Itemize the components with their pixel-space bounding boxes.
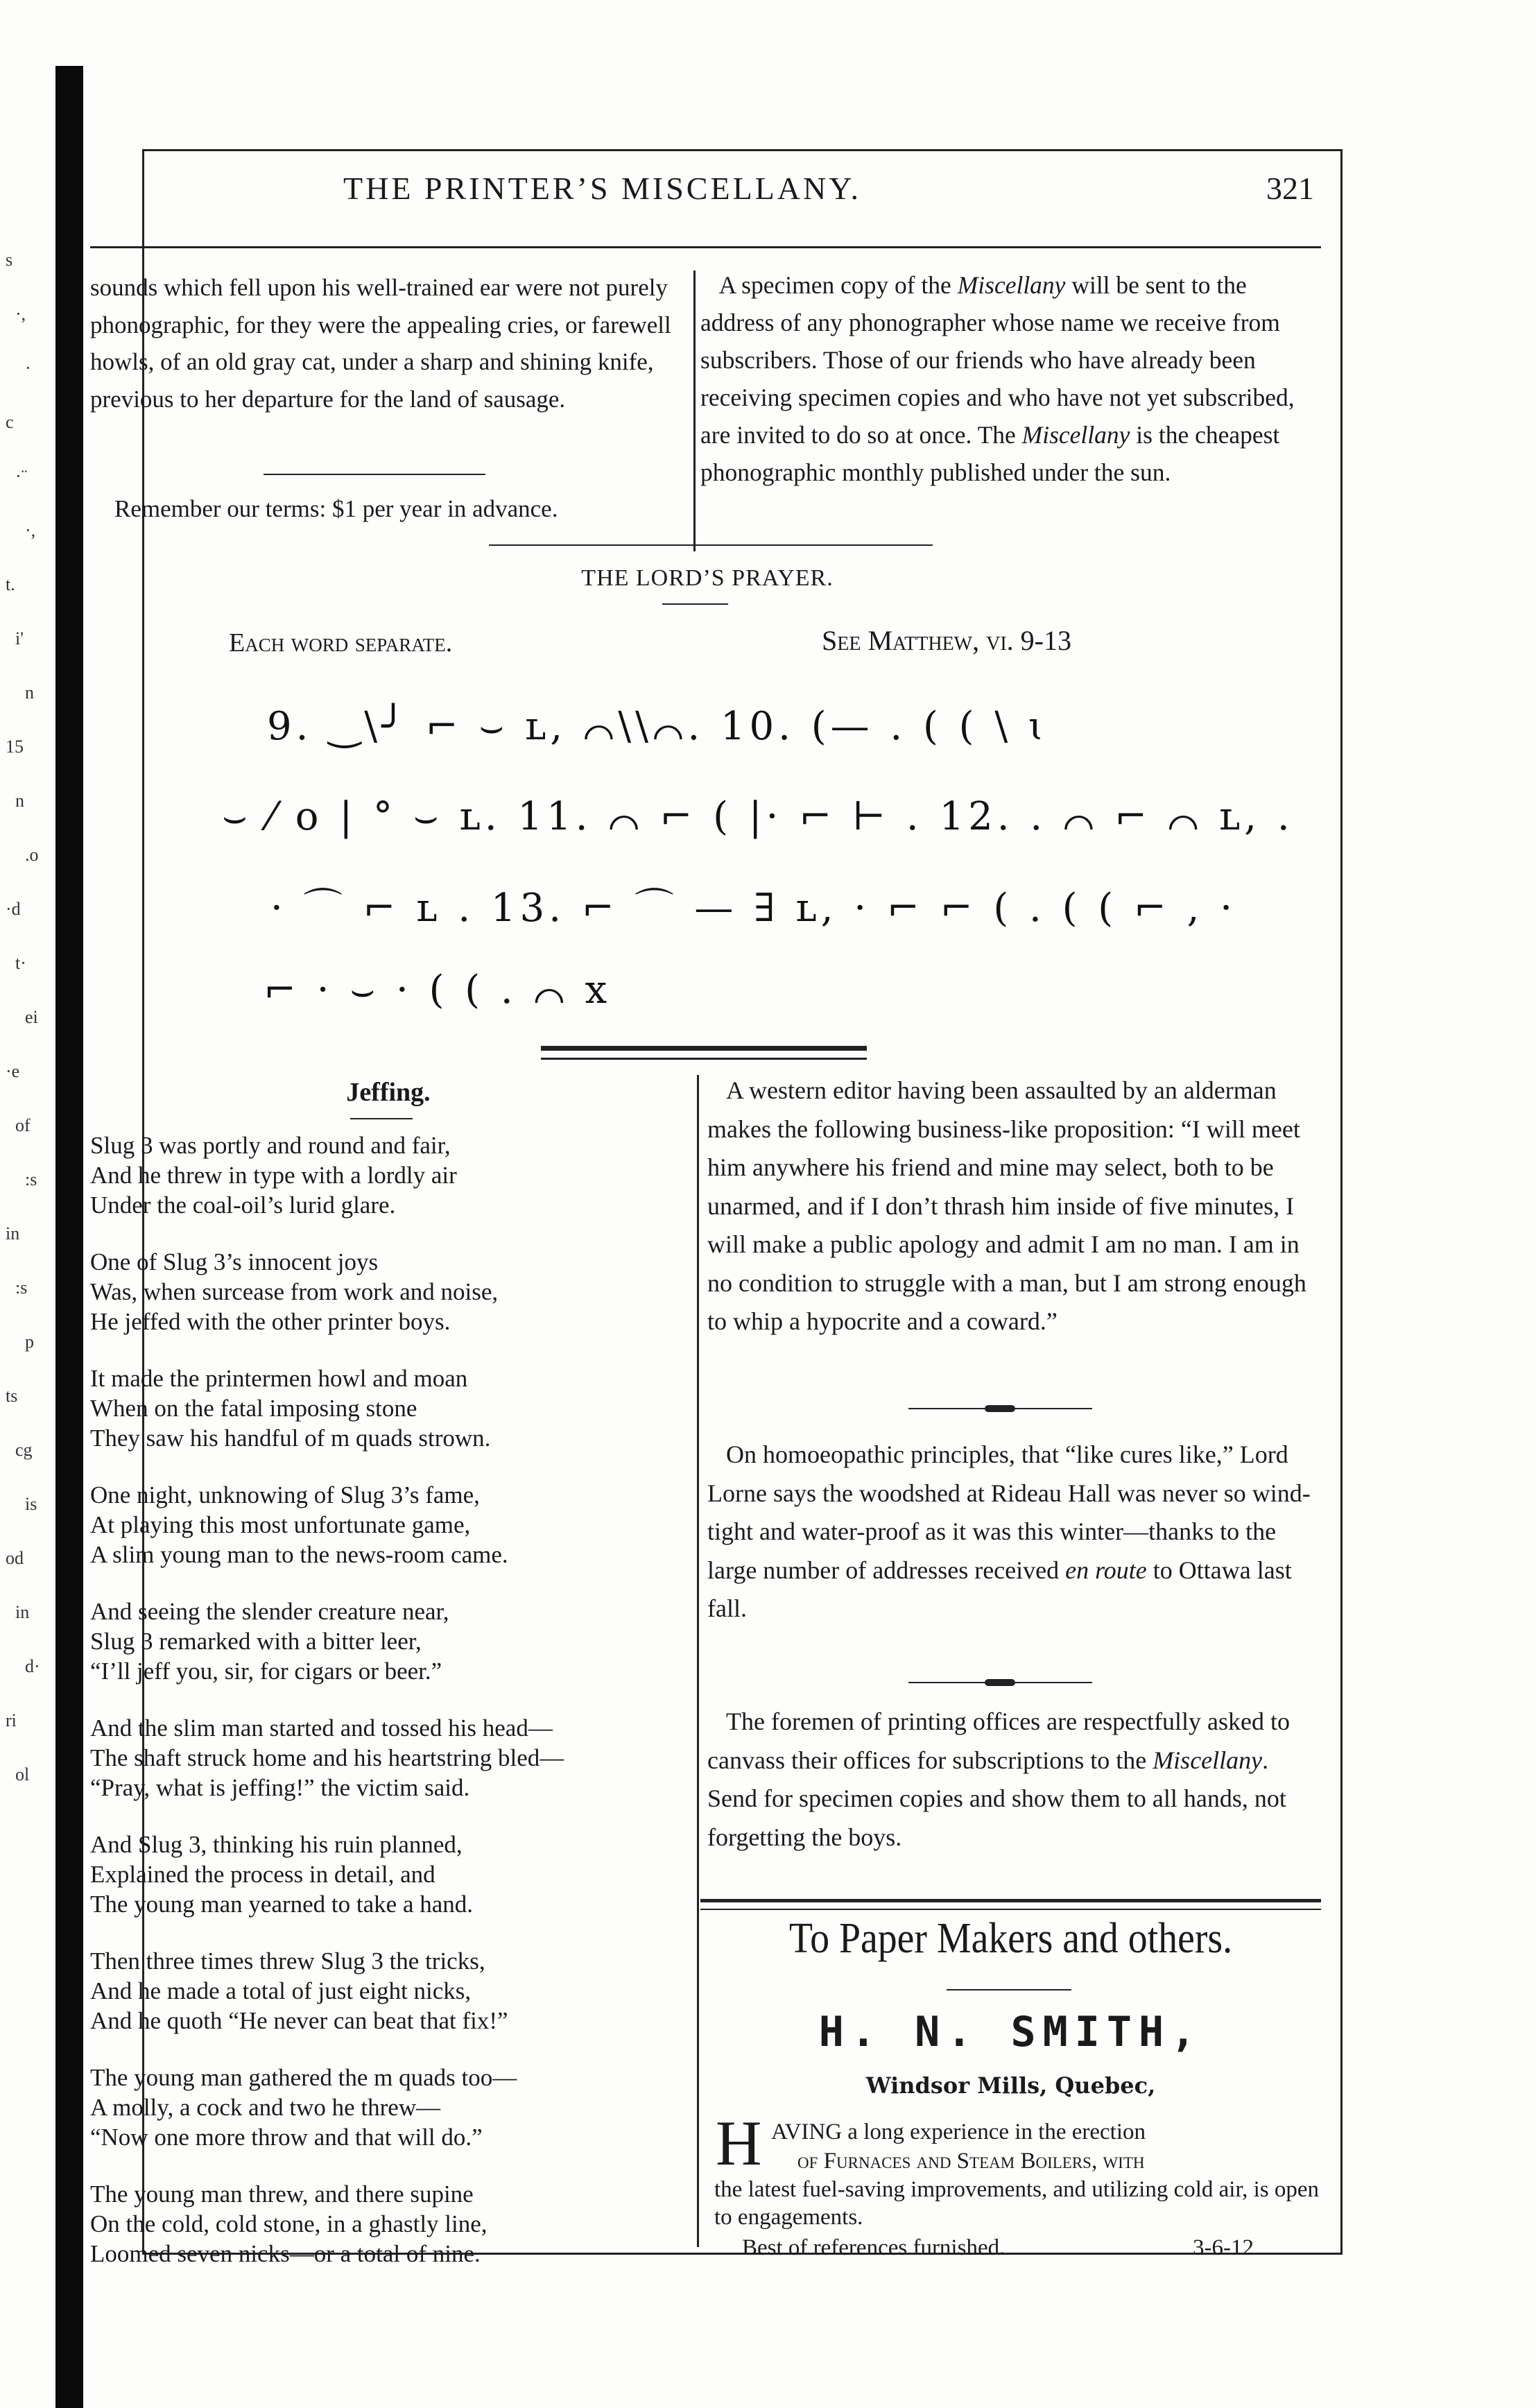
advert-drop-cap: H	[716, 2108, 762, 2178]
gutter-mark: is	[25, 1494, 37, 1514]
advert-name: H. N. SMITH,	[818, 2008, 1203, 2056]
poem-line: Was, when surcease from work and noise,	[90, 1278, 499, 1305]
gutter-mark: :s	[25, 1169, 37, 1189]
gutter-mark: s	[6, 250, 13, 270]
advert-location: Windsor Mills, Quebec,	[865, 2072, 1156, 2099]
gutter-mark: ts	[6, 1386, 18, 1406]
gutter-mark: :s	[15, 1278, 28, 1298]
poem-line: The young man gathered the m quads too—	[90, 2064, 517, 2091]
poem-line: Slug 3 was portly and round and fair,	[90, 1132, 451, 1159]
gutter-mark: ·	[25, 358, 31, 378]
advert-body: the latest fuel-saving improvements, and utilizing cold air, is open to engagements.	[714, 2177, 1320, 2230]
poem-line: And seeing the slender creature near,	[90, 1598, 449, 1625]
poem-stanza	[90, 2179, 700, 2269]
gutter-mark: t·	[15, 953, 26, 973]
gutter-mark: .o	[25, 845, 39, 865]
prayer-top-rule	[489, 544, 933, 546]
gutter-mark: n	[15, 791, 24, 811]
gutter-mark: in	[15, 1602, 30, 1622]
book-spine-shadow	[55, 66, 83, 2408]
left-gutter-fragments	[0, 0, 55, 2408]
poem-line: One of Slug 3’s innocent joys	[90, 1248, 379, 1275]
poem-line: The young man threw, and there supine	[90, 2181, 474, 2208]
shorthand-line-4: ⌐ · ⌣ · ( ( . ⌒ x	[264, 968, 612, 1013]
poem-stanza	[90, 1946, 700, 2036]
section-double-rule-top	[541, 1046, 867, 1051]
gutter-mark: ·e	[6, 1061, 20, 1081]
poem-line: It made the printermen howl and moan	[90, 1365, 468, 1392]
prayer-left-label: Each word separate.	[229, 628, 453, 657]
shorthand-line-1: 9. ‿\╯ ⌐ ⌣ ʟ, ⌒\\⌒. 10. (— . ( ( \ ɩ	[267, 704, 1048, 749]
poem-line: At playing this most unfortunate game,	[90, 1511, 471, 1538]
shorthand-line-3: · ⌒ ⌐ ʟ . 13. ⌐ ⌒ — ∃ ʟ, · ⌐ ⌐ ( . ( ( ⌐ , ·	[270, 886, 1237, 931]
poem-line: “Pray, what is jeffing!” the victim said.	[90, 1774, 470, 1801]
poem-line: The shaft struck home and his heartstring bled—	[90, 1744, 564, 1771]
header-rule	[90, 246, 1321, 248]
poem-line: Then three times threw Slug 3 the tricks,	[90, 1947, 485, 1975]
lorne-block	[707, 1436, 1318, 1628]
poem-line: “Now one more throw and that will do.”	[90, 2124, 483, 2151]
poem-line: Under the coal-oil’s lurid glare.	[90, 1192, 396, 1219]
poem-line: And he made a total of just eight nicks,	[90, 1977, 472, 2004]
lorne-paragraph: On homoeopathic principles, that “like cures like,” Lord Lorne says the woodshed at Rideau Hall was never so wind-tight and water-proof as it was this winter—thanks to the large number of addresses received en route to Ottawa last fall.	[707, 1440, 1311, 1622]
poem-stanza	[90, 1247, 700, 1336]
poem-line: “I’ll jeff you, sir, for cigars or beer.”	[90, 1658, 442, 1685]
advert-line-2: of Furnaces and Steam Boilers, with	[797, 2149, 1145, 2174]
gutter-mark: cg	[15, 1440, 33, 1460]
poem-stanza	[90, 1597, 700, 1686]
poem-line: When on the fatal imposing stone	[90, 1395, 417, 1422]
poem-line: And he threw in type with a lordly air	[90, 1162, 457, 1189]
short-divider	[264, 474, 485, 475]
prayer-heading: THE LORD’S PRAYER.	[581, 565, 834, 591]
gutter-mark: ·,	[25, 520, 36, 540]
poem-line: They saw his handful of m quads strown.	[90, 1425, 491, 1452]
poem-title-rule	[350, 1118, 413, 1119]
running-header	[142, 170, 1338, 212]
gutter-mark: ·d	[6, 899, 21, 919]
poem-line: On the cold, cold stone, in a ghastly line,	[90, 2210, 487, 2237]
gutter-mark: ·¨	[15, 466, 28, 486]
gutter-mark: t.	[6, 574, 15, 594]
orn-dot-1	[985, 1405, 1015, 1412]
poem-line: And Slug 3, thinking his ruin planned,	[90, 1831, 463, 1858]
gutter-mark: ri	[6, 1710, 17, 1730]
prayer-right-label: See Matthew, vi. 9-13	[822, 625, 1071, 656]
gutter-mark: d·	[25, 1656, 40, 1676]
poem-line: One night, unknowing of Slug 3’s fame,	[90, 1481, 480, 1508]
poem-line: And he quoth “He never can beat that fix!”	[90, 2007, 508, 2034]
poem-stanza	[90, 1830, 700, 1919]
poem-stanza	[90, 1713, 700, 1803]
poem-line: A slim young man to the news-room came.	[90, 1541, 508, 1568]
gutter-mark: 15	[6, 737, 24, 757]
gutter-mark: p	[25, 1332, 34, 1352]
gutter-mark: i'	[15, 628, 24, 648]
gutter-mark: od	[6, 1548, 24, 1568]
gutter-mark: c	[6, 412, 14, 432]
foremen-block	[707, 1703, 1318, 1857]
poem-stanza	[90, 1130, 700, 1220]
advert-line-1: AVING a long experience in the erection	[771, 2119, 1146, 2144]
poem-stanza	[90, 1364, 700, 1453]
advert-rule-top-thin	[700, 1909, 1321, 1910]
section-double-rule-bottom	[541, 1058, 867, 1060]
advert-headline: To Paper Makers and others.	[788, 1915, 1233, 1962]
top-column-divider	[693, 270, 696, 551]
specimen-paragraph: A specimen copy of the Miscellany will be sent to the address of any phonographer whose name we receive from subscribers. Those of our friends who have already been receiving specimen copies and who have not yet subscribed, are invited to do so at once. The Miscellany is the cheapest phonographic monthly published under the sun.	[700, 271, 1295, 486]
poem-line: Explained the process in detail, and	[90, 1861, 435, 1888]
poem-line: A molly, a cock and two he threw—	[90, 2094, 441, 2121]
poem-line: Slug 3 remarked with a bitter leer,	[90, 1628, 422, 1655]
gutter-mark: ei	[25, 1007, 38, 1027]
poem-title: Jeffing.	[346, 1078, 431, 1107]
gutter-mark: ol	[15, 1764, 30, 1785]
poem-stanza	[90, 2063, 700, 2152]
lower-right-column	[707, 1072, 1318, 1341]
top-left-column	[90, 269, 680, 418]
poem-line: Loomed seven nicks—or a total of nine.	[90, 2240, 481, 2267]
advert-references: Best of references furnished.	[742, 2235, 1006, 2260]
page-number: 321	[1266, 171, 1314, 206]
terms-text: Remember our terms: $1 per year in advance.	[114, 495, 558, 522]
orn-dot-2	[985, 1679, 1015, 1686]
sausage-paragraph: sounds which fell upon his well-trained ear were not purely phonographic, for they were the appealing cries, or farewell howls, of an old gray cat, under a sharp and shining knife, previous to her departure for the land of sausage.	[90, 274, 671, 413]
foremen-paragraph: The foremen of printing offices are respectfully asked to canvass their offices for subscriptions to the Miscellany. Send for specimen copies and show them to all hands, not forgetting the boys.	[707, 1708, 1291, 1851]
poem-stanza	[90, 1480, 700, 1570]
poem-line: The young man yearned to take a hand.	[90, 1891, 474, 1918]
terms-line	[114, 490, 683, 528]
publication-title: THE PRINTER’S MISCELLANY.	[343, 171, 862, 206]
poem-body	[90, 1130, 700, 2296]
prayer-heading-rule	[662, 603, 728, 605]
lower-column-divider	[697, 1075, 699, 2247]
gutter-mark: ·,	[15, 304, 26, 324]
gutter-mark: of	[15, 1115, 31, 1135]
gutter-mark: in	[6, 1223, 20, 1244]
advert-code: 3-6-12	[1193, 2235, 1254, 2260]
editor-paragraph: A western editor having been assaulted by an alderman makes the following business-like proposition: “I will meet him anywhere his friend and mine may select, both to be unarmed, and if I don’t thrash him inside of five minutes, I will make a public apology and admit I am no man. I am in no condition to struggle with a man, but I am strong enough to whip a hypocrite and a coward.”	[707, 1076, 1306, 1335]
advert-rule-top	[700, 1899, 1321, 1902]
top-right-column	[700, 266, 1311, 491]
shorthand-line-2: ⌣ ⁄ o | ° ⌣ ʟ. 11. ⌒ ⌐ ( |· ⌐ ⊢ . 12. . ⌒ ⌐ ⌒ ʟ, .	[222, 794, 1294, 839]
poem-line: And the slim man started and tossed his head—	[90, 1714, 553, 1742]
poem-line: He jeffed with the other printer boys.	[90, 1308, 451, 1335]
advert-headline-rule	[947, 1989, 1071, 1990]
gutter-mark: n	[25, 682, 34, 703]
